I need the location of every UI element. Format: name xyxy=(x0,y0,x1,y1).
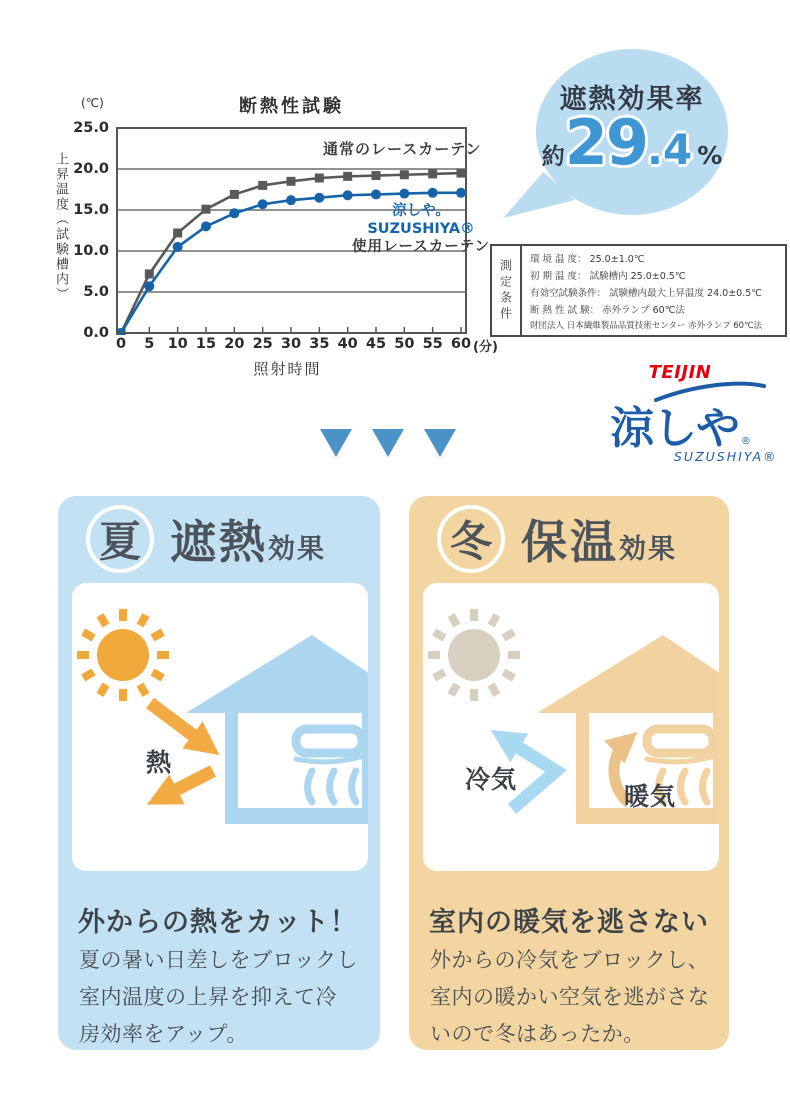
warm-air-label: 暖気 xyxy=(624,782,677,811)
y-tick-label: 10.0 xyxy=(73,243,109,259)
summer-circle-badge xyxy=(86,505,154,573)
body-line: 室内の暖かい空気を逃がさな xyxy=(430,985,710,1009)
x-tick-label: 60 xyxy=(450,336,472,352)
winter-body-text xyxy=(430,942,710,1053)
x-tick-label: 25 xyxy=(252,336,273,352)
condition-row: 初 期 温 度： 試験槽内 25.0±0.5℃ xyxy=(530,271,686,282)
approx-prefix: 約 xyxy=(541,144,565,170)
condition-row: 有効空試験条件： 試験槽内最大上昇温度 24.0±0.5℃ xyxy=(530,288,762,299)
down-triangle-icon xyxy=(320,429,352,457)
chart-title: 断熱性試験 xyxy=(239,96,344,117)
winter-card xyxy=(409,496,729,1050)
effect-rate-bubble xyxy=(536,49,728,215)
title-big: 保温 xyxy=(521,515,619,569)
body-line: 夏の暑い日差しをブロックし xyxy=(79,948,359,972)
value-integer: 29 xyxy=(564,106,648,179)
winter-card-title xyxy=(521,506,677,572)
y-axis-unit: (℃) xyxy=(81,96,104,110)
insulation-test-chart xyxy=(55,90,500,390)
legend-product-line2: 使用レースカーテン xyxy=(351,239,491,255)
sun-icon xyxy=(77,609,169,701)
teijin-logo: TEIJIN xyxy=(648,362,712,383)
winter-circle-badge xyxy=(437,505,505,573)
test-conditions-box xyxy=(490,244,787,337)
x-tick-label: 10 xyxy=(167,336,188,352)
suzushiya-logo-en: SUZUSHIYA® xyxy=(674,449,778,464)
summer-illustration xyxy=(72,583,368,871)
x-tick-label: 20 xyxy=(224,336,245,352)
body-line: 室内温度の上昇を抑えて冷 xyxy=(79,985,337,1009)
conditions-rows xyxy=(522,246,785,335)
body-line: 房効率をアップ。 xyxy=(79,1022,248,1046)
season-label: 冬 xyxy=(449,517,492,566)
y-tick-label: 0.0 xyxy=(83,325,109,341)
x-tick-label: 35 xyxy=(309,336,330,352)
y-axis-label: 上昇温度（試験槽内） xyxy=(53,152,68,302)
legend-product-line1: 涼しや。SUZUSHIYA® xyxy=(367,203,475,237)
winter-card-header xyxy=(409,496,729,573)
body-line: 外からの冷気をブロックし、 xyxy=(430,948,710,972)
legend-normal-curtain: 通常のレースカーテン xyxy=(323,140,482,158)
down-triangle-icon xyxy=(372,429,404,457)
title-big: 遮熱 xyxy=(170,515,268,569)
legend-product-curtain xyxy=(351,202,491,256)
suzushiya-logo-jp: 涼しや xyxy=(610,403,739,454)
heat-label: 熱 xyxy=(146,748,173,777)
registered-mark: ® xyxy=(741,436,751,447)
cold-air-label: 冷気 xyxy=(465,765,518,794)
summer-heading: 外からの熱をカット！ xyxy=(78,907,358,938)
x-tick-label: 5 xyxy=(144,336,155,352)
effect-rate-value xyxy=(536,106,728,179)
x-tick-label: 0 xyxy=(115,336,127,352)
x-tick-label: 40 xyxy=(337,336,358,352)
title-small: 効果 xyxy=(268,534,326,565)
sun-icon xyxy=(428,609,520,701)
winter-heading: 室内の暖気を逃さない xyxy=(429,907,709,938)
summer-illustration-svg xyxy=(72,583,368,871)
down-triangle-icon xyxy=(424,429,456,457)
condition-row: 断 熱 性 試 験： 赤外ランプ 60℃法 xyxy=(530,305,685,316)
down-triangles xyxy=(320,429,456,457)
summer-card xyxy=(58,496,380,1050)
x-tick-label: 55 xyxy=(422,336,443,352)
body-line: いので冬はあったか。 xyxy=(430,1022,645,1046)
winter-illustration-svg xyxy=(423,583,719,871)
x-tick-label: 15 xyxy=(195,336,217,352)
summer-card-header xyxy=(58,496,380,573)
x-tick-label: 30 xyxy=(280,336,302,352)
y-tick-label: 25.0 xyxy=(73,120,109,136)
title-small: 効果 xyxy=(619,534,677,565)
x-axis-unit: (分) xyxy=(473,340,498,355)
season-label: 夏 xyxy=(98,517,141,566)
summer-card-title xyxy=(170,506,326,572)
x-axis-label: 照射時間 xyxy=(253,360,322,378)
y-tick-label: 20.0 xyxy=(73,161,109,177)
percent-sign: % xyxy=(697,141,723,170)
condition-footnote: 財団法人 日本繊維製品品質技術センター 赤外ランプ 60℃法 xyxy=(530,321,763,331)
winter-illustration xyxy=(423,583,719,871)
y-tick-label: 5.0 xyxy=(83,284,109,300)
effect-rate-label: 遮熱効果率 xyxy=(559,84,705,115)
summer-body-text xyxy=(79,942,358,1053)
conditions-side-label: 測定条件 xyxy=(492,246,522,335)
value-decimal: .4 xyxy=(647,125,693,174)
condition-row: 環 境 温 度： 25.0±1.0℃ xyxy=(530,254,645,265)
x-tick-label: 50 xyxy=(394,336,415,352)
y-tick-label: 15.0 xyxy=(73,202,109,218)
x-tick-label: 45 xyxy=(365,336,387,352)
